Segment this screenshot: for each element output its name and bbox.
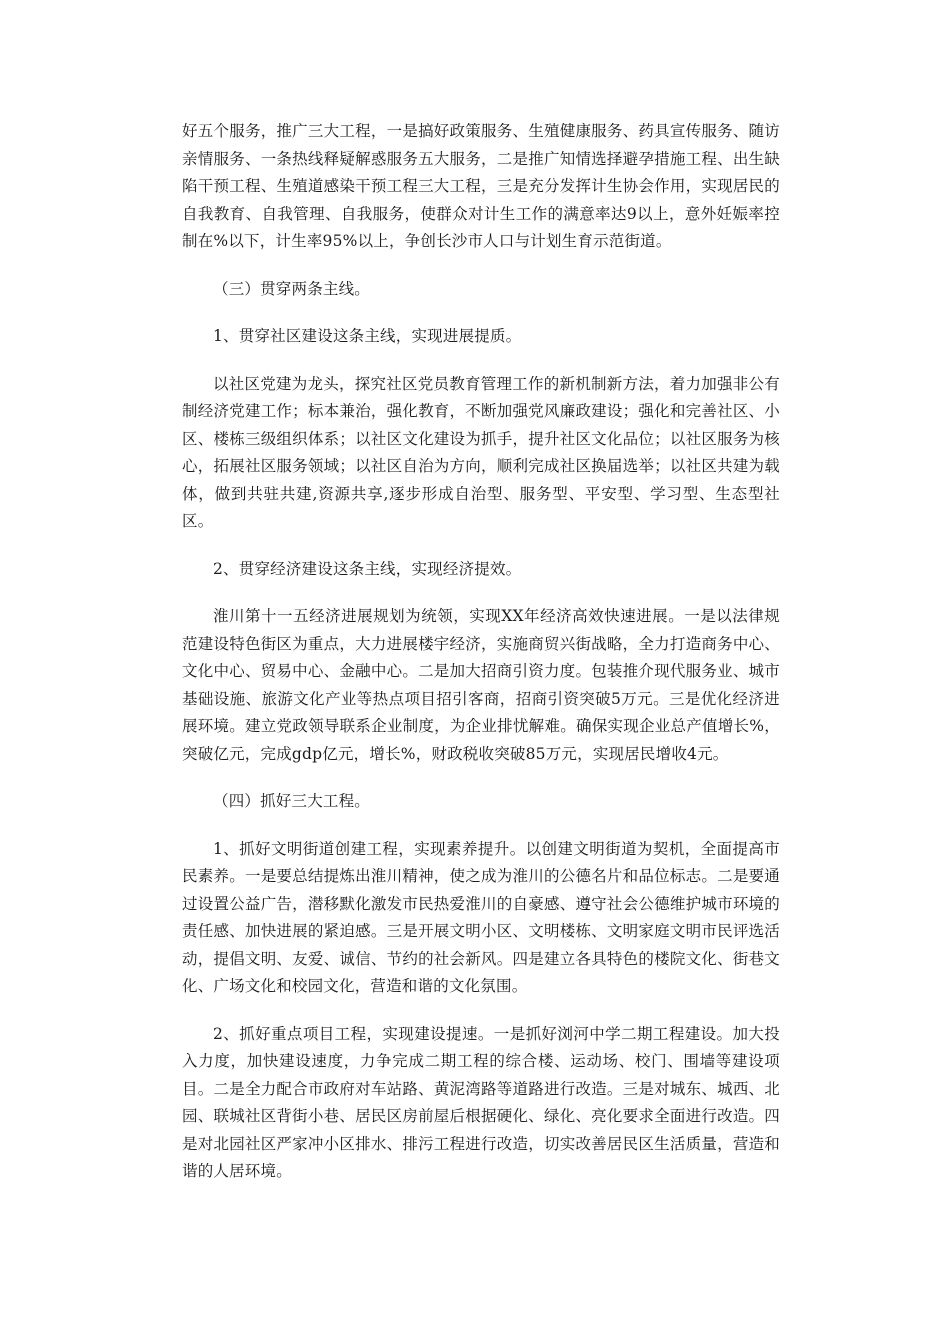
document-page bbox=[182, 118, 780, 1206]
section-heading-three: （三）贯穿两条主线。 bbox=[213, 279, 371, 298]
paragraph-civilized-street: 1、抓好文明街道创建工程，实现素养提升。以创建文明街道为契机，全面提高市民素养。一是要总结提炼出淮川精神，使之成为淮川的公德名片和品位标志。二是要通过设置公益广告，潜移默化激发市民热爱淮川的自豪感、遵守社会公德维护城市环境的责任感、加快进展的紧迫感。三是开展文明小区、文明楼栋、文明家庭文明市民评选活动，提倡文明、友爱、诚信、节约的社会新风。四是建立各具特色的楼院文化、街巷文化、广场文化和校园文化，营造和谐的文化氛围。 bbox=[182, 839, 780, 995]
paragraph-community-building: 以社区党建为龙头，探究社区党员教育管理工作的新机制新方法，着力加强非公有制经济党建工作；标本兼治，强化教育，不断加强党风廉政建设；强化和完善社区、小区、楼栋三级组织体系；以社区文化建设为抓手，提升社区文化品位；以社区服务为核心，拓展社区服务领域；以社区自治为方向，顺利完成社区换届选举；以社区共建为载体，做到共驻共建,资源共享,逐步形成自治型、服务型、平安型、学习型、生态型社区。 bbox=[182, 374, 780, 530]
paragraph-key-projects: 2、抓好重点项目工程，实现建设提速。一是抓好浏河中学二期工程建设。加大投入力度，加快建设速度，力争完成二期工程的综合楼、运动场、校门、围墙等建设项目。二是全力配合市政府对车站路、黄泥湾路等道路进行改造。三是对城东、城西、北园、联城社区背街小巷、居民区房前屋后根据硬化、绿化、亮化要求全面进行改造。四是对北园社区严家冲小区排水、排污工程进行改造，切实改善居民区生活质量，营造和谐的人居环境。 bbox=[182, 1024, 780, 1180]
paragraph-family-planning: 好五个服务，推广三大工程，一是搞好政策服务、生殖健康服务、药具宣传服务、随访亲情服务、一条热线释疑解惑服务五大服务，二是推广知情选择避孕措施工程、出生缺陷干预工程、生殖道感染干预工程三大工程，三是充分发挥计生协会作用，实现居民的自我教育、自我管理、自我服务，使群众对计生工作的满意率达9以上，意外妊娠率控制在%以下，计生率95%以上，争创长沙市人口与计划生育示范街道。 bbox=[182, 122, 780, 250]
section-heading-four: （四）抓好三大工程。 bbox=[213, 792, 371, 810]
paragraph-economic-building: 淮川第十一五经济进展规划为统领，实现XX年经济高效快速进展。一是以法律规范建设特色街区为重点，大力进展楼宇经济，实施商贸兴街战略，全力打造商务中心、文化中心、贸易中心、金融中心。二是加大招商引资力度。包装推介现代服务业、城市基础设施、旅游文化产业等热点项目招引客商，招商引资突破5万元。三是优化经济进展环境。建立党政领导联系企业制度，为企业排忧解难。确保实现企业总产值增长%，突破亿元，完成gdp亿元，增长%，财政税收突破85万元，实现居民增收4元。 bbox=[182, 607, 780, 763]
subheading-community: 1、贯穿社区建设这条主线，实现进展提质。 bbox=[213, 327, 522, 345]
subheading-economy: 2、贯穿经济建设这条主线，实现经济提效。 bbox=[213, 559, 522, 578]
